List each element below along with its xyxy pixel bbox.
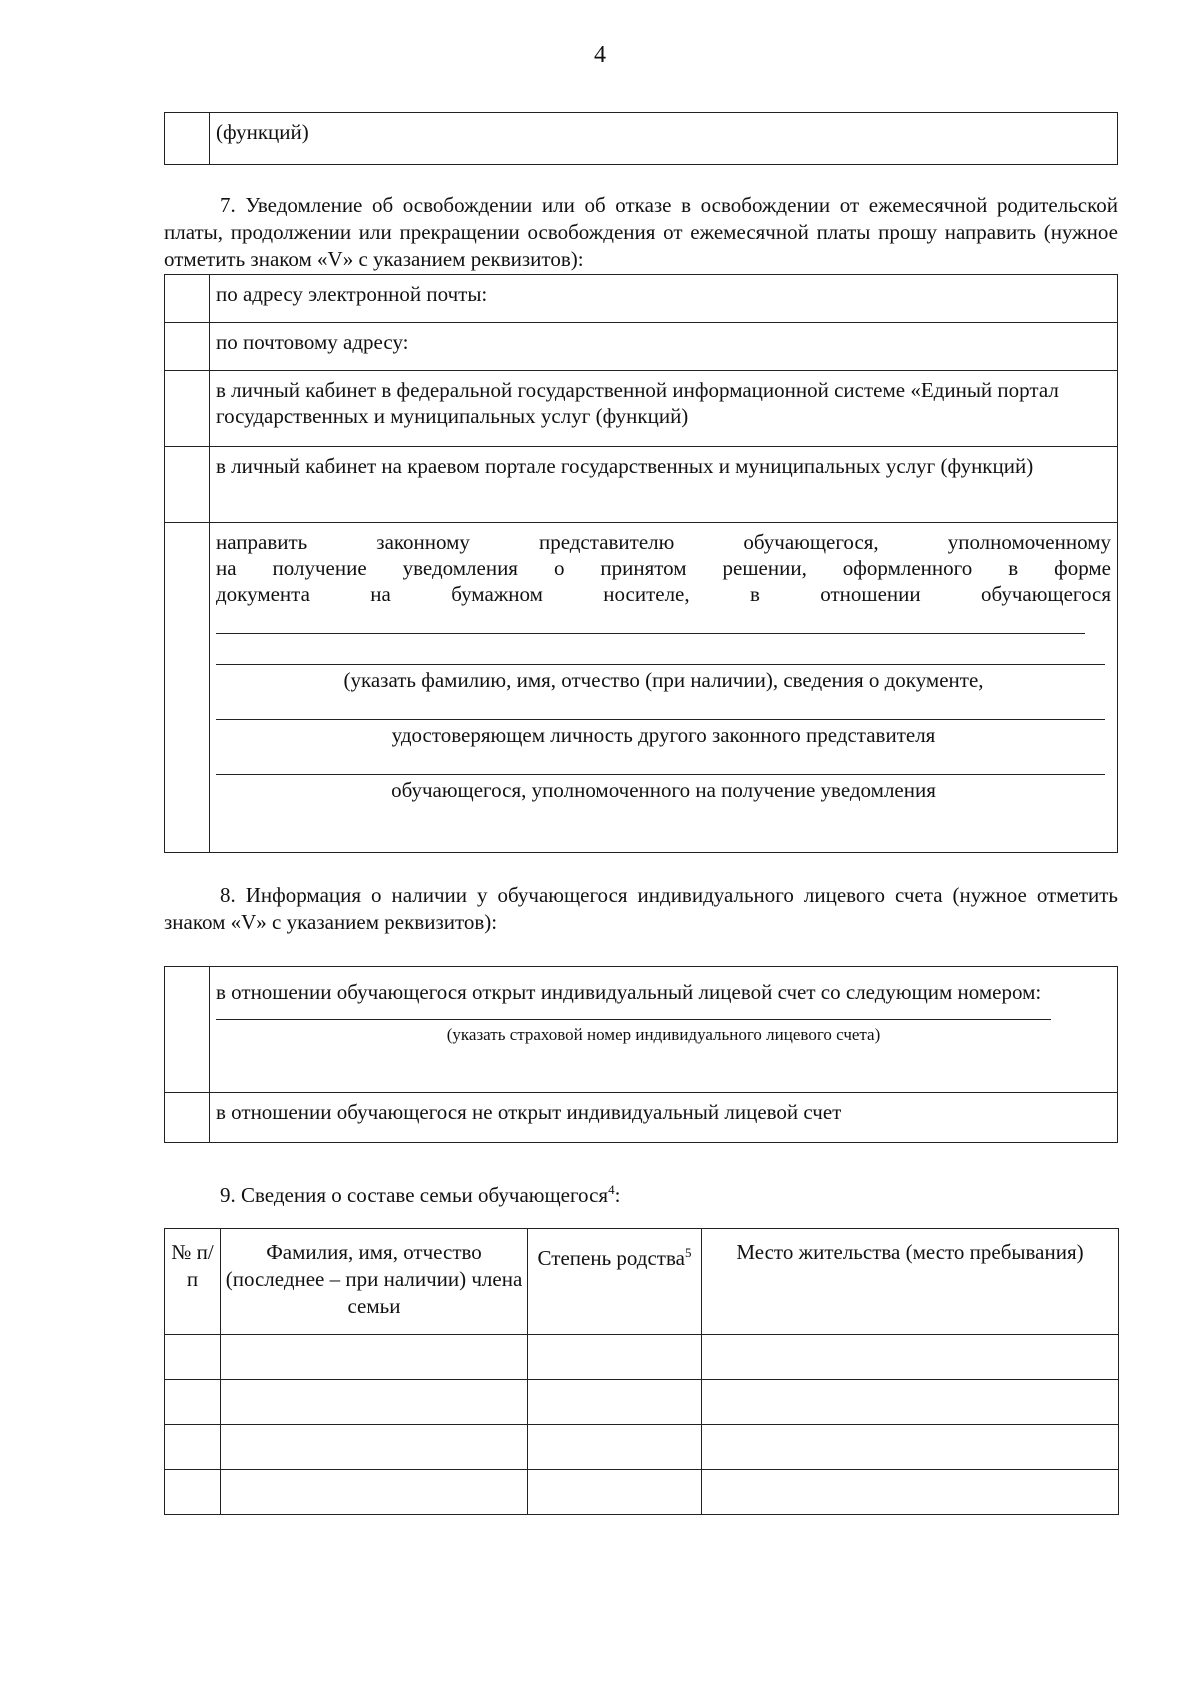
cell-num[interactable] xyxy=(165,1335,221,1380)
header-relation: Степень родства$^5$ xyxy=(528,1229,702,1335)
account-open-text: в отношении обучающегося открыт индивидуальный лицевой счет со следующим номером: xyxy=(216,980,1042,1004)
representative-caption-2: удостоверяющем личность другого законного представителя xyxy=(391,723,936,747)
option-regional-portal: в личный кабинет на краевом портале государственных и муниципальных услуг (функций) xyxy=(210,447,1118,523)
continuation-table xyxy=(164,112,1118,165)
header-num: № п/п xyxy=(165,1229,221,1335)
option-account-open xyxy=(210,967,1118,1093)
cell-residence[interactable] xyxy=(702,1380,1119,1425)
checkbox-account-open[interactable] xyxy=(165,967,210,1093)
cell-num[interactable] xyxy=(165,1380,221,1425)
header-residence: Место жительства (место пребывания) xyxy=(702,1229,1119,1335)
checkbox-regional-portal[interactable] xyxy=(165,447,210,523)
checkbox-postal[interactable] xyxy=(165,323,210,371)
cell-residence[interactable] xyxy=(702,1335,1119,1380)
cell-relation[interactable] xyxy=(528,1470,702,1515)
cell-num[interactable] xyxy=(165,1425,221,1470)
checkbox-federal-portal[interactable] xyxy=(165,371,210,447)
fill-line-1[interactable] xyxy=(216,607,1085,634)
option-email: по адресу электронной почты: xyxy=(210,275,1118,323)
cell-num[interactable] xyxy=(165,1470,221,1515)
table-row xyxy=(165,1380,1119,1425)
checkbox-email[interactable] xyxy=(165,275,210,323)
section7-options-table xyxy=(164,274,1118,853)
section7-intro: 7. Уведомление об освобождении или об отказе в освобождении от ежемесячной родительской платы, продолжении или прекращении освобождения от ежемесячной платы прошу направить (нужное отметить знаком «V» с указанием реквизитов): xyxy=(164,193,1118,271)
account-number-line[interactable] xyxy=(216,1005,1051,1020)
page-number: 4 xyxy=(594,42,606,68)
cell-name[interactable] xyxy=(221,1335,528,1380)
section9-intro: 9. Сведения о составе семьи обучающегося$^4$: xyxy=(220,1182,621,1207)
checkbox-cell[interactable] xyxy=(165,113,210,165)
table-row xyxy=(165,1425,1119,1470)
cell-name[interactable] xyxy=(221,1425,528,1470)
representative-line-3: документа на бумажном носителе, в отношении обучающегося xyxy=(216,582,1111,606)
cell-residence[interactable] xyxy=(702,1470,1119,1515)
fill-line-4[interactable] xyxy=(216,748,1105,775)
cell-relation[interactable] xyxy=(528,1335,702,1380)
option-postal: по почтовому адресу: xyxy=(210,323,1118,371)
representative-caption-3: обучающегося, уполномоченного на получение уведомления xyxy=(391,778,936,802)
cell-name[interactable] xyxy=(221,1380,528,1425)
section8-intro: 8. Информация о наличии у обучающегося индивидуального лицевого счета (нужное отметить знаком «V» с указанием реквизитов): xyxy=(164,883,1118,934)
table-row xyxy=(165,1335,1119,1380)
account-number-caption: (указать страховой номер индивидуального лицевого счета) xyxy=(446,1025,881,1044)
family-table xyxy=(164,1228,1119,1515)
table-row xyxy=(165,1470,1119,1515)
cell-relation[interactable] xyxy=(528,1425,702,1470)
continuation-text: (функций) xyxy=(210,113,1118,165)
section8-table xyxy=(164,966,1118,1143)
cell-residence[interactable] xyxy=(702,1425,1119,1470)
cell-relation[interactable] xyxy=(528,1380,702,1425)
option-account-not-open: в отношении обучающегося не открыт индивидуальный лицевой счет xyxy=(210,1093,1118,1143)
fill-line-2[interactable] xyxy=(216,638,1105,665)
checkbox-account-not-open[interactable] xyxy=(165,1093,210,1143)
representative-line-1: направить законному представителю обучающегося, уполномоченному xyxy=(216,530,1111,554)
representative-line-2: на получение уведомления о принятом решении, оформленного в форме xyxy=(216,556,1111,580)
option-representative xyxy=(210,523,1118,853)
footnote-5: 5 xyxy=(684,1245,692,1260)
header-name: Фамилия, имя, отчество (последнее – при наличии) члена семьи xyxy=(221,1229,528,1335)
checkbox-representative[interactable] xyxy=(165,523,210,853)
fill-line-3[interactable] xyxy=(216,693,1105,720)
option-federal-portal: в личный кабинет в федеральной государственной информационной системе «Единый портал государственных и муниципальных услуг (функций) xyxy=(210,371,1118,447)
footnote-4: 4 xyxy=(608,1182,615,1197)
cell-name[interactable] xyxy=(221,1470,528,1515)
representative-caption-1: (указать фамилию, имя, отчество (при наличии), сведения о документе, xyxy=(343,668,984,692)
